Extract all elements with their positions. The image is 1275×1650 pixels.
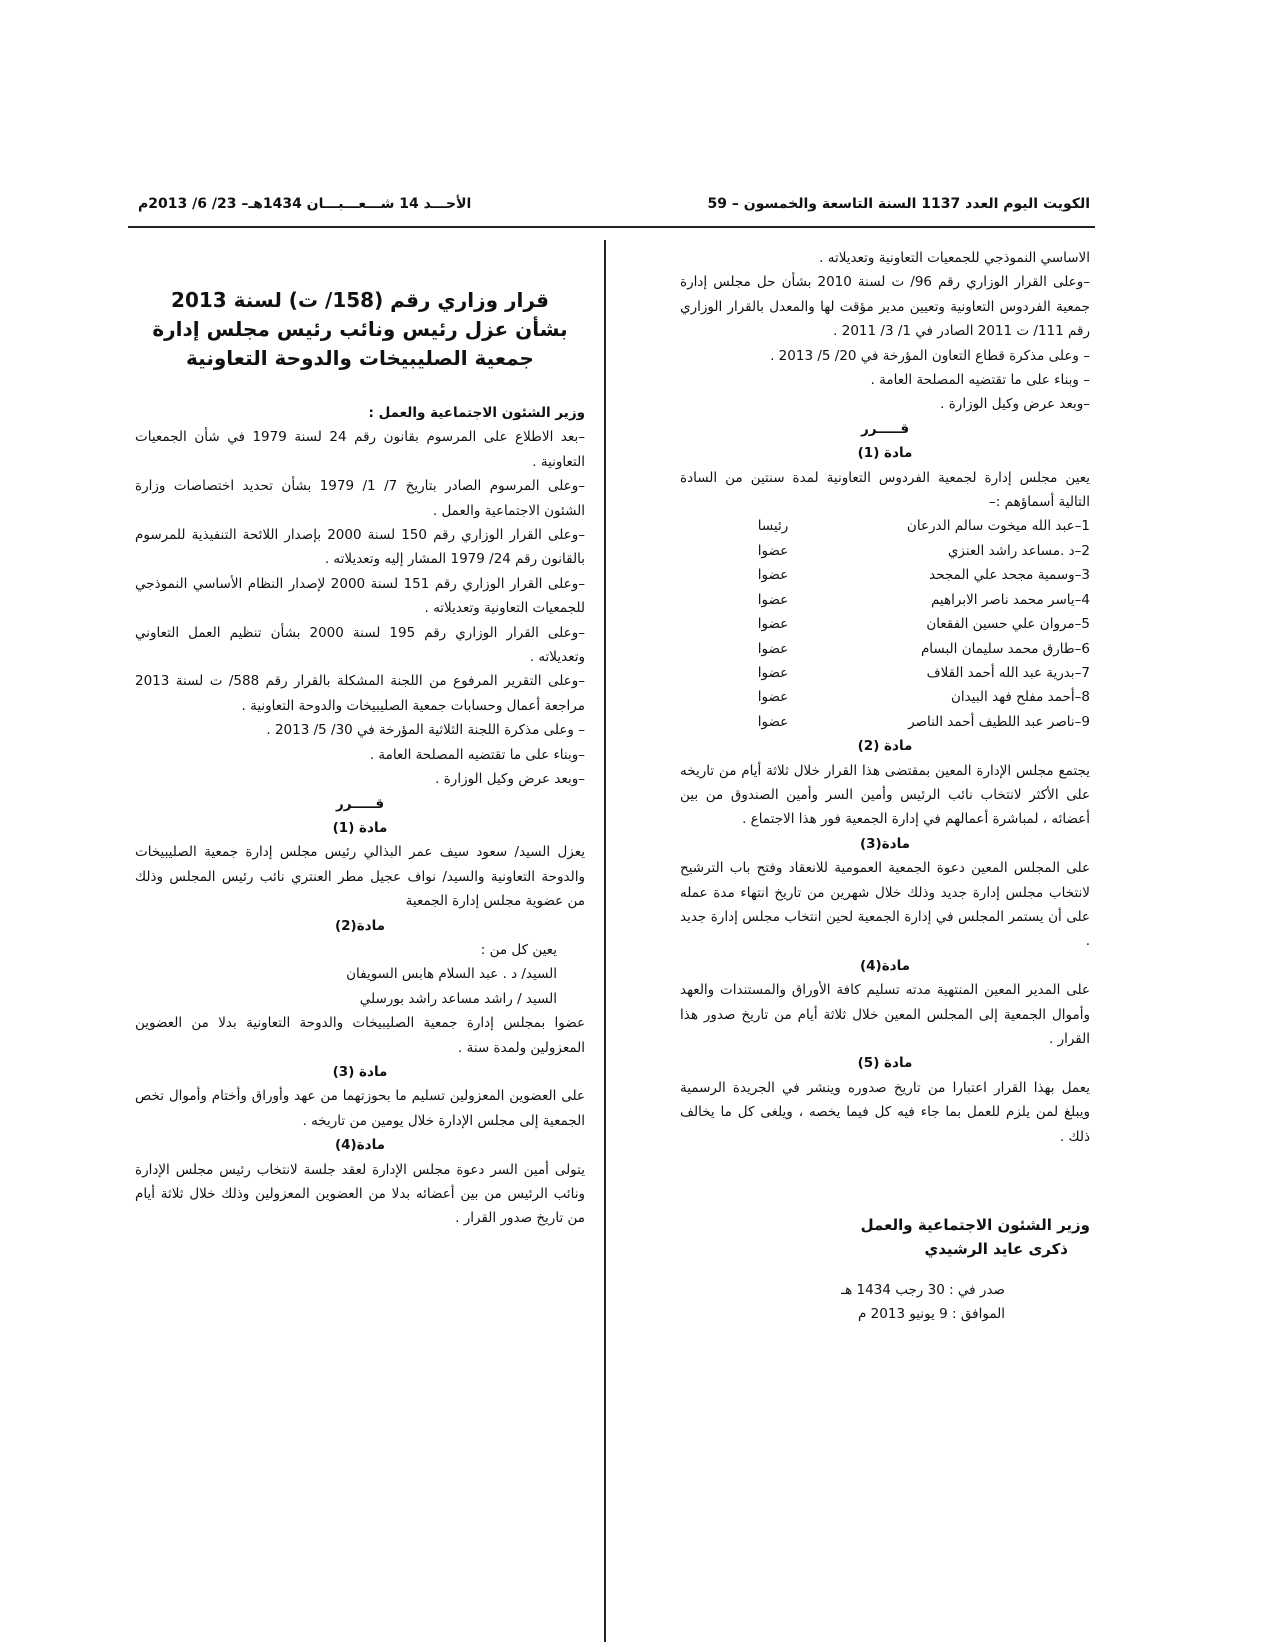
member-role: عضوا [757, 713, 789, 730]
member-role: عضوا [757, 664, 789, 681]
paragraph: –وعلى التقرير المرفوع من اللجنة المشكلة بالقرار رقم 588/ ت لسنة 2013 مراجعة أعمال وحسابات جمعية الصليبيخات والدوحة التعاونية . [135, 673, 585, 714]
paragraph: –وعلى القرار الوزاري رقم 195 لسنة 2000 بشأن تنظيم العمل التعاوني وتعديلاته . [135, 624, 585, 666]
member-row [680, 685, 1090, 709]
article-title: مادة (2) [857, 738, 913, 755]
member-row [680, 539, 1090, 563]
paragraph: –وعلى المرسوم الصادر بتاريخ 7/ 1/ 1979 بشأن تحديد اختصاصات وزارة الشئون الاجتماعية والعمل . [135, 478, 585, 519]
article-text: عضوا بمجلس إدارة جمعية الصليبيخات والدوحة التعاونية بدلا من العضوين المعزولين ولمدة سنة . [135, 1015, 585, 1056]
article-title: مادة(2) [334, 917, 386, 934]
article-text: على العضوين المعزولين تسليم ما بحوزتهما من عهد وأوراق وأختام وأموال تخص الجمعية إلى مجلس الإدارة خلال يومين من تاريخه . [135, 1088, 585, 1129]
member-name: 2–د .مساعد راشد العنزي [947, 542, 1090, 559]
member-row [680, 710, 1090, 734]
article-text: يجتمع مجلس الإدارة المعين بمقتضى هذا القرار خلال ثلاثة أيام من تاريخه على الأكثر لانتخاب نائب الرئيس وأمين السر وأمين الصندوق من بين أعضائه ، لمباشرة أعمالهم في إدارة الجمعية فور هذا الاجتماع . [680, 762, 1090, 828]
article-title: مادة (1) [857, 445, 913, 462]
article-title: مادة (3) [332, 1063, 388, 1080]
article-title: مادة(4) [334, 1137, 386, 1154]
member-row [680, 612, 1090, 636]
appointee-name: السيد / راشد مساعد راشد بورسلي [359, 990, 557, 1007]
paragraph: – وبناء على ما تقتضيه المصلحة العامة . [870, 372, 1090, 389]
article-text: يعين كل من : [480, 941, 557, 958]
member-role: عضوا [757, 542, 789, 559]
decision-heading: قـــــرر [335, 795, 385, 812]
column-divider [604, 240, 606, 1642]
paragraph: – وعلى مذكرة اللجنة الثلاثية المؤرخة في 30/ 5/ 2013 . [266, 722, 585, 739]
member-row [680, 588, 1090, 612]
paragraph: –وبعد عرض وكيل الوزارة . [940, 396, 1090, 413]
member-name: 1–عبد الله ميخوت سالم الدرعان [906, 518, 1090, 535]
member-role: رئيسا [757, 518, 789, 535]
decree-title-line: جمعية الصليبيخات والدوحة التعاونية [186, 346, 534, 370]
member-row [680, 563, 1090, 587]
decree-title-line: قرار وزاري رقم (158/ ت) لسنة 2013 [171, 288, 549, 312]
signature-block [680, 1213, 1090, 1262]
left-column [135, 246, 585, 1231]
signatory-title: وزير الشئون الاجتماعية والعمل [860, 1216, 1090, 1235]
paragraph: –وعلى القرار الوزاري رقم 150 لسنة 2000 بإصدار اللائحة التنفيذية للمرسوم بالقانون رقم 24/ 1979 المشار إليه وتعديلاته . [135, 527, 585, 568]
member-role: عضوا [757, 689, 789, 706]
paragraph: – وعلى مذكرة قطاع التعاون المؤرخة في 20/ 5/ 2013 . [770, 347, 1090, 364]
paragraph: –وبعد عرض وكيل الوزارة . [435, 771, 585, 788]
article-title: مادة (5) [857, 1055, 913, 1072]
header-issue-info: الكويت اليوم العدد 1137 السنة التاسعة والخمسون – 59 [707, 196, 1090, 212]
minister-heading: وزير الشئون الاجتماعية والعمل : [368, 405, 585, 421]
signatory-name: ذكرى عايد الرشيدي [924, 1240, 1068, 1259]
member-row [680, 637, 1090, 661]
article-text: على المدير المعين المنتهية مدته تسليم كافة الأوراق والمستندات والعهد وأموال الجمعية إلى المجلس المعين خلال ثلاثة أيام من تاريخ صدور هذا القرار . [680, 982, 1090, 1047]
article-text: يعمل بهذا القرار اعتبارا من تاريخ صدوره وينشر في الجريدة الرسمية ويبلغ لمن يلزم للعمل بما جاء فيه كل فيما يخصه ، ويلغى كل ما يخالف ذلك . [680, 1079, 1090, 1145]
paragraph: –وعلى القرار الوزاري رقم 96/ ت لسنة 2010 بشأن حل مجلس إدارة جمعية الفردوس التعاونية وتعيين مدير مؤقت لها والمعدل بالقرار الوزاري رقم 111/ ت 2011 الصادر في 1/ 3/ 2011 . [680, 274, 1090, 340]
issued-gregorian-date: الموافق : 9 يونيو 2013 م [858, 1306, 1005, 1323]
article-title: مادة(4) [859, 957, 911, 974]
member-name: 8–أحمد مفلح فهد البيدان [951, 689, 1090, 706]
paragraph: الاساسي النموذجي للجمعيات التعاونية وتعديلاته . [819, 250, 1090, 266]
header-divider [128, 226, 1095, 228]
member-name: 4–ياسر محمد ناصر الابراهيم [930, 591, 1090, 608]
member-name: 6–طارق محمد سليمان البسام [920, 640, 1090, 657]
member-name: 9–ناصر عبد اللطيف أحمد الناصر [908, 713, 1090, 730]
issue-dates [680, 1278, 1090, 1327]
article-text: يعزل السيد/ سعود سيف عمر البذالي رئيس مجلس إدارة جمعية الصليبيخات والدوحة التعاونية والسيد/ نواف عجيل مطر العنتري نائب رئيس المجلس وذلك من عضوية مجلس إدارة الجمعية [135, 844, 585, 910]
article-text: على المجلس المعين دعوة الجمعية العمومية للانعقاد وفتح باب الترشيح لانتخاب مجلس إدارة جديد وذلك خلال شهرين من تاريخ انتهاء مدة عمله على أن يستمر المجلس في إدارة الجمعية لحين انتخاب مجلس إدارة جديد . [680, 860, 1090, 950]
paragraph: –بعد الاطلاع على المرسوم بقانون رقم 24 لسنة 1979 في شأن الجمعيات التعاونية . [135, 429, 586, 470]
member-name: 7–بدرية عبد الله أحمد القلاف [926, 664, 1090, 681]
article-title: مادة (1) [332, 819, 388, 836]
right-column [680, 246, 1090, 1327]
member-role: عضوا [757, 616, 789, 633]
member-role: عضوا [757, 640, 789, 657]
issued-hijri-date: صدر في : 30 رجب 1434 هـ [841, 1281, 1005, 1298]
header-date: الأحـــد 14 شـــعـــبـــان 1434هـ– 23/ 6/ 2013م [138, 196, 472, 212]
article-title: مادة(3) [859, 835, 911, 852]
decision-heading: قـــــرر [860, 420, 910, 437]
member-role: عضوا [757, 567, 789, 584]
decree-title [135, 286, 585, 373]
members-list [680, 514, 1090, 734]
paragraph: –وعلى القرار الوزاري رقم 151 لسنة 2000 لإصدار النظام الأساسي النموذجي للجمعيات التعاونية وتعديلاته . [135, 575, 585, 617]
article-text: يتولى أمين السر دعوة مجلس الإدارة لعقد جلسة لانتخاب رئيس مجلس الإدارة ونائب الرئيس من بين أعضائه بدلا من العضوين المعزولين وذلك خلال ثلاثة أيام من تاريخ صدور القرار . [135, 1161, 585, 1227]
paragraph: –وبناء على ما تقتضيه المصلحة العامة . [369, 746, 585, 763]
member-role: عضوا [757, 591, 789, 608]
member-row [680, 514, 1090, 538]
article-text: يعين مجلس إدارة لجمعية الفردوس التعاونية لمدة سنتين من السادة التالية أسماؤهم :– [680, 469, 1090, 511]
member-name: 3–وسمية مجحد علي المجحد [929, 567, 1090, 584]
decree-title-line: بشأن عزل رئيس ونائب رئيس مجلس إدارة [152, 317, 568, 341]
appointee-name: السيد/ د . عبد السلام هابس السويفان [346, 966, 557, 983]
member-name: 5–مروان علي حسين الفقعان [926, 616, 1090, 633]
member-row [680, 661, 1090, 685]
